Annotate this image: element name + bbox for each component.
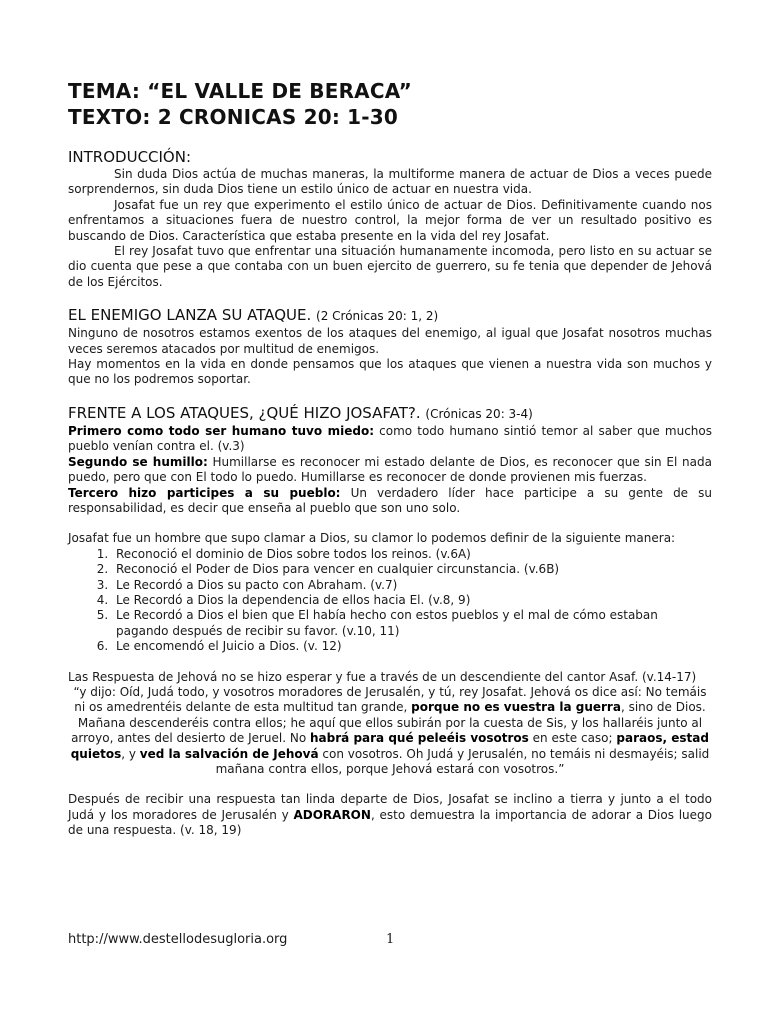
enemigo-paragraph: Ninguno de nosotros estamos exentos de los ataques del enemigo, al igual que Josafat nosotros muchas veces seremos atacados por multitud de enemigos. (68, 326, 712, 356)
primero-text: como todo humano sintió temor al saber que muchos pueblo venían contra el. (v.3) (68, 423, 713, 454)
quote-bold: paraos, estad quietos (70, 731, 709, 761)
scripture-quote (68, 685, 712, 777)
final-section (68, 792, 712, 838)
segundo-bold: Segundo se humillo: (68, 454, 208, 469)
final-text: Después de recibir una respuesta tan linda departe de Dios, Josafat se inclino a tierra y junto a el todo Judá y los moradores de Jerusalén y (68, 792, 712, 822)
respuesta-paragraph: Las Respuesta de Jehová no se hizo esperar y fue a través de un descendiente del cantor Asaf. (v.14-17) (68, 669, 697, 684)
quote-text: “y dijo: Oíd, Judá todo, y vosotros moradores de Jerusalén, y tú, rey Josafat. Jehová os dice así: No temáis ni os amedrentéis delante de esta multitud tan grande, (73, 684, 707, 715)
respuesta-section (68, 670, 712, 778)
list-item: 6. Le encomendó el Juicio a Dios. (v. 12) (112, 639, 712, 654)
quote-text: , y (121, 746, 140, 761)
list-item: 2. Reconoció el Poder de Dios para vencer en cualquier circunstancia. (v.6B) (112, 562, 712, 577)
frente-section (68, 404, 712, 516)
segundo-text: Humillarse es reconocer mi estado delante de Dios, es reconocer que sin El nada puedo, pero que con El todo lo puedo. Humillarse es reconocer de donde provienen mis fuerzas. (68, 454, 712, 485)
intro-section (68, 148, 712, 290)
primero-paragraph (68, 424, 712, 455)
tercero-bold: Tercero hizo participes a su pueblo: (68, 485, 341, 500)
quote-bold: ved la salvación de Jehová (139, 746, 319, 761)
list-item: 4. Le Recordó a Dios la dependencia de ellos hacia El. (v.8, 9) (112, 593, 712, 608)
intro-paragraph: Josafat fue un rey que experimento el estilo único de actuar de Dios. Definitivamente cuando nos enfrentamos a situaciones fuera de nuestro control, la mejor forma de ver un resultado positivo es buscando de Dios. Característica que estaba presente en la vida del rey Josafat. (68, 197, 712, 243)
final-bold: ADORARON (293, 807, 371, 822)
frente-ref: (Crónicas 20: 3-4) (425, 406, 533, 421)
clamor-intro: Josafat fue un hombre que supo clamar a Dios, su clamor lo podemos definir de la siguiente manera: (68, 531, 676, 546)
list-item: 5. Le Recordó a Dios el bien que El había hecho con estos pueblos y el mal de cómo estaban pagando después de recibir su favor. (v.10, 11) (112, 608, 712, 639)
enemigo-paragraph: Hay momentos en la vida en donde pensamos que los ataques que vienen a nuestra vida son muchos y que no los podremos soportar. (68, 357, 712, 387)
intro-heading: INTRODUCCIÓN: (68, 148, 192, 166)
clamor-section (68, 531, 712, 654)
enemigo-ref: (2 Crónicas 20: 1, 2) (316, 309, 439, 324)
final-paragraph (68, 792, 712, 838)
enemigo-heading (68, 306, 712, 325)
page-footer (68, 932, 712, 947)
intro-paragraph: Sin duda Dios actúa de muchas maneras, la multiforme manera de actuar de Dios a veces puede sorprendernos, sin duda Dios tiene un estilo único de actuar en nuestra vida. (68, 167, 712, 197)
enemigo-section (68, 306, 712, 388)
segundo-paragraph (68, 455, 712, 486)
primero-bold: Primero como todo ser humano tuvo miedo: (68, 423, 374, 438)
tercero-paragraph (68, 486, 712, 517)
tema-title: TEMA: “EL VALLE DE BERACA” (68, 79, 412, 103)
intro-paragraph: El rey Josafat tuvo que enfrentar una situación humanamente incomoda, pero listo en su actuar se dio cuenta que pese a que contaba con un buen ejercito de guerrero, su fe tenia que depender de Jehová de los Ejércitos. (68, 244, 712, 289)
frente-heading (68, 404, 712, 423)
texto-title: TEXTO: 2 CRONICAS 20: 1-30 (68, 105, 399, 129)
tercero-text: Un verdadero líder hace participe a su gente de su responsabilidad, es decir que enseña al pueblo que son uno solo. (68, 485, 712, 515)
enemigo-heading-text: EL ENEMIGO LANZA SU ATAQUE. (68, 306, 312, 325)
page-number: 1 (386, 932, 395, 947)
quote-bold: porque no es vuestra la guerra (411, 700, 621, 715)
quote-bold: habrá para qué peleéis vosotros (310, 731, 529, 746)
document-page (68, 78, 712, 839)
quote-text: con vosotros. Oh Judá y Jerusalén, no temáis ni desmayéis; salid mañana contra ellos, porque Jehová estará con vosotros.” (215, 746, 710, 776)
footer-url[interactable]: http://www.destellodesugloria.org (68, 932, 288, 947)
final-text: , esto demuestra la importancia de adorar a Dios luego de una respuesta. (v. 18, 19) (68, 807, 712, 838)
list-item: 1. Reconoció el dominio de Dios sobre todos los reinos. (v.6A) (112, 547, 712, 562)
clamor-list (68, 547, 712, 655)
quote-text: , sino de Dios. Mañana descenderéis contra ellos; he aquí que ellos subirán por la cuesta de Sis, y los hallaréis junto al arroyo, antes del desierto de Jeruel. No (71, 700, 706, 746)
list-item: 3. Le Recordó a Dios su pacto con Abraham. (v.7) (112, 578, 712, 593)
frente-heading-text: FRENTE A LOS ATAQUES, ¿QUÉ HIZO JOSAFAT?. (68, 403, 421, 422)
quote-text: en este caso; (528, 731, 617, 746)
